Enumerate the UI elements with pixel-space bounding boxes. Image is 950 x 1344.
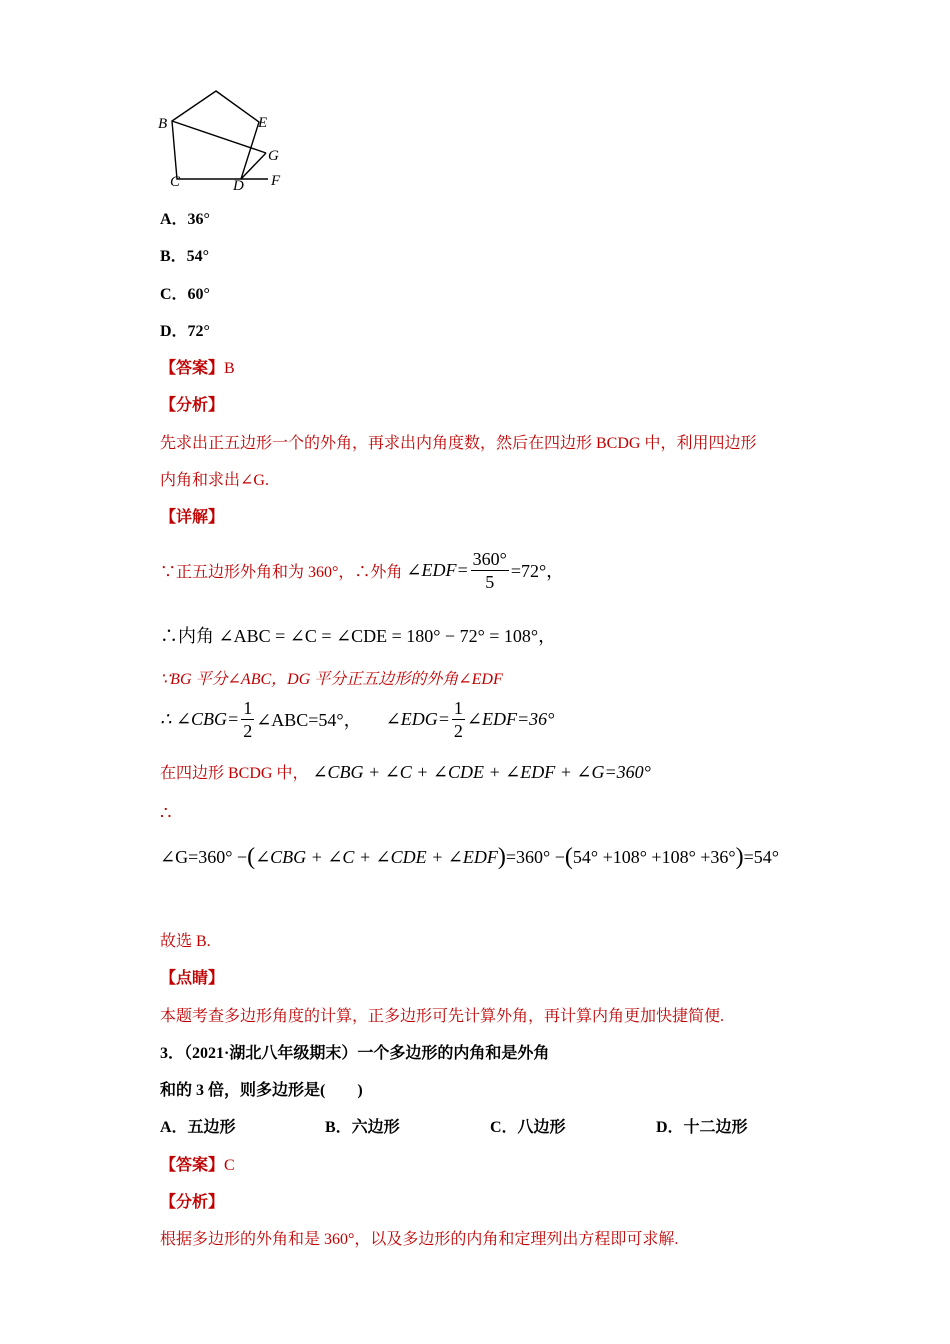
solution-step-6: ∴ bbox=[160, 803, 172, 823]
q3-answer-value: C bbox=[224, 1157, 235, 1174]
step4-den-1: 2 bbox=[243, 720, 253, 741]
segment-BG bbox=[172, 121, 266, 153]
analysis-line-2: 内角和求出∠G. bbox=[160, 472, 269, 489]
solution-step-3: ∵BG 平分∠ABC，DG 平分正五边形的外角∠EDF bbox=[160, 671, 503, 688]
step7-part-e: =54° bbox=[743, 847, 779, 867]
label-B: B bbox=[158, 116, 168, 132]
analysis-line-1: 先求出正五边形一个的外角，再求出内角度数，然后在四边形 BCDG 中，利用四边形 bbox=[160, 435, 757, 452]
step1-fraction bbox=[471, 548, 509, 593]
q3-option-c: C．八边形 bbox=[490, 1119, 566, 1136]
label-E: E bbox=[258, 115, 268, 131]
q3-analysis-tag: 【分析】 bbox=[160, 1194, 225, 1211]
q3-stem-line-1: 3．（2021·湖北八年级期末）一个多边形的内角和是外角 bbox=[160, 1045, 550, 1062]
solution-step-7: ∠G=360° −(∠CBG + ∠C + ∠CDE + ∠EDF)=360° −(54° +108° +108° +36°)=54° bbox=[160, 844, 779, 870]
answer-value: B bbox=[224, 360, 235, 377]
step4-fraction-2 bbox=[452, 697, 465, 742]
label-F: F bbox=[271, 173, 281, 189]
step4-num-1: 1 bbox=[243, 697, 253, 718]
comment-tag: 【点睛】 bbox=[160, 970, 225, 987]
label-D: D bbox=[233, 178, 244, 194]
option-b: B．54° bbox=[160, 248, 210, 265]
step4-num-2: 1 bbox=[453, 697, 463, 718]
detail-tag: 【详解】 bbox=[160, 509, 225, 526]
answer-tag: 【答案】 bbox=[160, 360, 225, 377]
pentagon-shape bbox=[172, 91, 259, 179]
pentagon-diagram bbox=[150, 80, 290, 195]
step1-numerator: 360° bbox=[472, 548, 507, 569]
q3-answer-tag: 【答案】 bbox=[160, 1157, 225, 1174]
solution-step-2: ∴内角 ∠ABC = ∠C = ∠CDE = 180° − 72° = 108°， bbox=[160, 626, 557, 646]
q3-option-a: A．五边形 bbox=[160, 1119, 236, 1136]
option-a: A．36° bbox=[160, 211, 210, 228]
conclusion: 故选 B. bbox=[160, 933, 211, 950]
step4-abc: ∠ABC=54°， bbox=[256, 710, 362, 730]
solution-step-5 bbox=[160, 760, 651, 783]
solution-step-4 bbox=[160, 694, 554, 744]
q3-answer-line bbox=[160, 1152, 235, 1175]
step7-part-a: ∠G=360° − bbox=[160, 847, 248, 867]
step7-part-d: 54° +108° +108° +36° bbox=[572, 847, 736, 867]
step7-part-c: =360° − bbox=[505, 847, 565, 867]
step1-result: =72°， bbox=[510, 561, 565, 581]
label-G: G bbox=[268, 148, 279, 164]
step4-fraction-1 bbox=[241, 697, 254, 742]
q3-stem-line-2: 和的 3 倍，则多边形是( ) bbox=[160, 1082, 363, 1099]
step1-denominator: 5 bbox=[485, 571, 495, 592]
q3-option-b: B．六边形 bbox=[325, 1119, 400, 1136]
label-C: C bbox=[170, 174, 181, 190]
step4-den-2: 2 bbox=[453, 720, 463, 741]
solution-step-1 bbox=[160, 546, 564, 594]
analysis-tag: 【分析】 bbox=[160, 397, 225, 414]
step5-prefix: 在四边形 BCDG 中， bbox=[160, 765, 309, 782]
step4-edg: ∠EDG= bbox=[385, 708, 450, 729]
option-d: D．72° bbox=[160, 323, 210, 340]
step1-expr: ∠EDF= bbox=[406, 559, 469, 580]
step4-cbg: ∴ ∠CBG= bbox=[160, 708, 240, 729]
comment-text: 本题考查多边形角度的计算，正多边形可先计算外角，再计算内角更加快捷简便. bbox=[160, 1008, 725, 1025]
step1-prefix: ∵正五边形外角和为 360°，∴外角 bbox=[160, 563, 403, 581]
step7-part-b: ∠CBG + ∠C + ∠CDE + ∠EDF bbox=[255, 847, 498, 867]
q3-option-d: D．十二边形 bbox=[656, 1119, 748, 1136]
q3-analysis-text: 根据多边形的外角和是 360°，以及多边形的内角和定理列出方程即可求解. bbox=[160, 1231, 679, 1248]
step4-edf: ∠EDF=36° bbox=[466, 708, 555, 729]
step5-expr: ∠CBG + ∠C + ∠CDE + ∠EDF + ∠G=360° bbox=[312, 762, 651, 782]
option-c: C．60° bbox=[160, 286, 210, 303]
answer-line bbox=[160, 355, 235, 378]
